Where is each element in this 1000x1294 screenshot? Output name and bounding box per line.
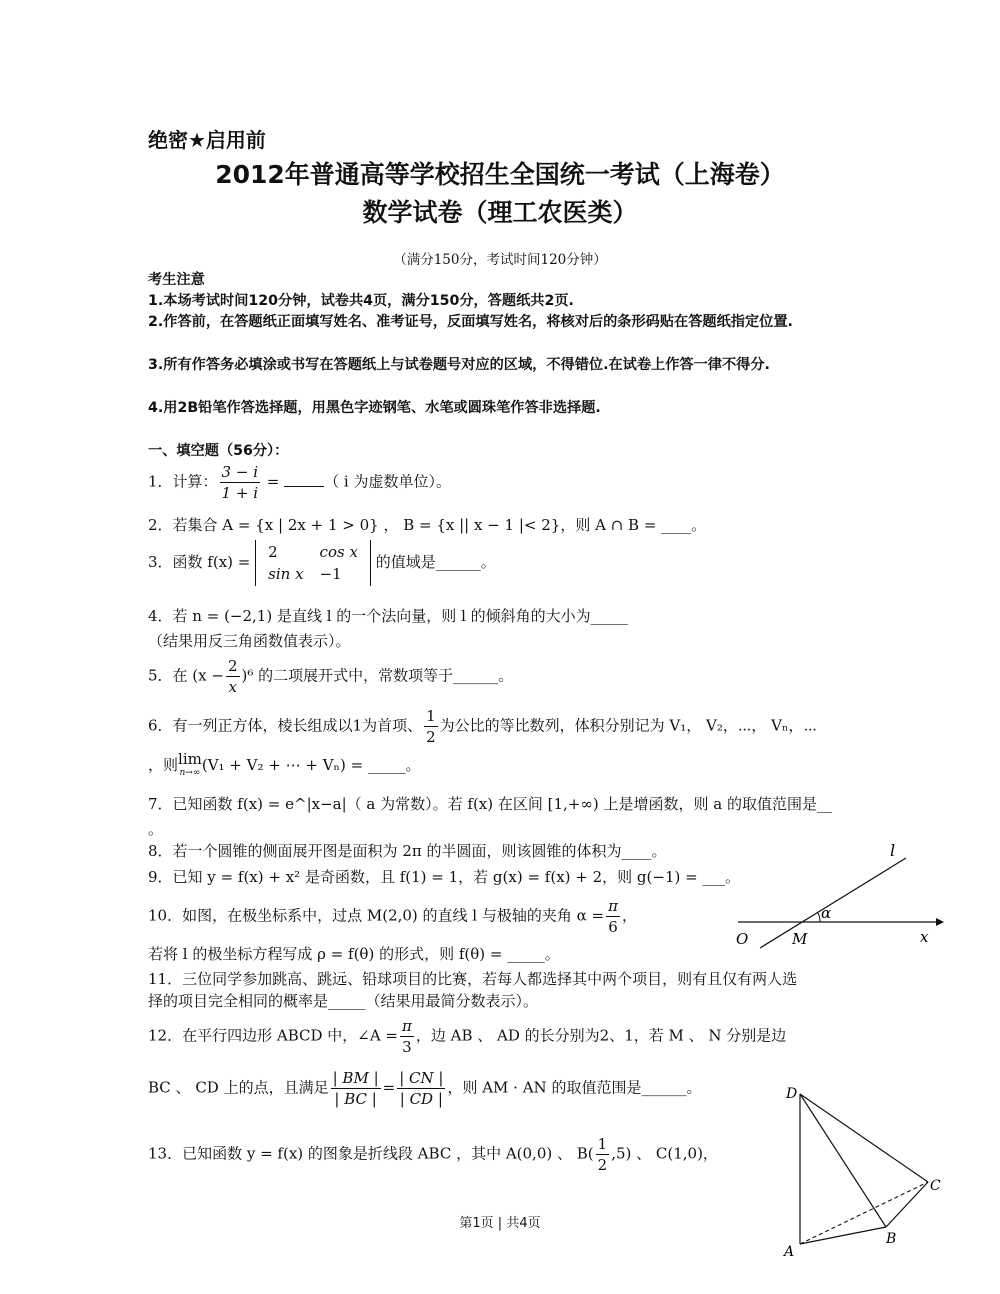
q13-prefix: 13．已知函数 y = f(x) 的图象是折线段 ABC ，其中 A(0,0) 、 B( — [148, 1144, 594, 1163]
q12-ratio-2-den: | CD | — [399, 1090, 443, 1108]
q12-denominator: 3 — [402, 1038, 412, 1056]
question-11-line-2: 择的项目完全相同的概率是_____（结果用最简分数表示）。 — [148, 992, 539, 1010]
q5-prefix: 5．在 (x − — [148, 666, 224, 685]
q6-fraction — [424, 706, 438, 747]
label-x: x — [920, 928, 929, 946]
notice-item-3: 3.所有作答务必填涂或书写在答题纸上与试卷题号对应的区域，不得错位.在试卷上作答一律不得分. — [148, 357, 770, 373]
label-B: B — [886, 1231, 897, 1247]
q6-text-b: 为公比的等比数列，体积分别记为 V₁， V₂，⋯， Vₙ，⋯ — [439, 716, 817, 735]
question-6-line-1 — [148, 706, 817, 747]
q6-denominator: 2 — [426, 728, 436, 746]
q13-fraction — [596, 1134, 610, 1175]
q12-ratio-1-num: | BM | — [332, 1069, 379, 1087]
label-C: C — [930, 1178, 941, 1194]
q6-limit — [178, 752, 202, 780]
q3-det-a22: −1 — [319, 565, 342, 583]
question-13 — [148, 1134, 718, 1175]
q10-text-a: 10．如图，在极坐标系中，过点 M(2,0) 的直线 l 与极轴的夹角 α = — [148, 906, 605, 925]
label-A: A — [784, 1244, 795, 1260]
q5-denominator: x — [228, 678, 237, 696]
label-alpha: α — [821, 904, 832, 922]
q5-fraction — [226, 656, 240, 697]
q6-text-d: (V₁ + V₂ + ⋯ + Vₙ) = _____。 — [201, 756, 421, 774]
angle-arc — [818, 913, 820, 922]
q13-suffix: ,5) 、 C(1,0)， — [611, 1144, 718, 1163]
question-12-line-1 — [148, 1016, 786, 1057]
q12-ratio-1 — [331, 1068, 381, 1109]
q3-det-a11: 2 — [268, 543, 278, 561]
q1-fraction — [220, 462, 260, 503]
notice-item-1: 1.本场考试时间120分钟，试卷共4页，满分150分，答题纸共2页. — [148, 293, 574, 309]
question-11-line-1: 11．三位同学参加跳高、跳远、铅球项目的比赛，若每人都选择其中两个项目，则有且仅有两人选 — [148, 970, 798, 988]
q3-suffix: 的值域是______。 — [375, 553, 496, 571]
notice-heading: 考生注意 — [148, 272, 205, 288]
question-4-line-1: 4．若 n = (−2,1) 是直线 l 的一个法向量，则 l 的倾斜角的大小为_____ — [148, 607, 629, 625]
q13-numerator: 1 — [597, 1135, 608, 1153]
edge-DB — [800, 1094, 886, 1227]
q10-numerator: π — [608, 897, 618, 915]
edge-DC — [800, 1094, 928, 1182]
page-footer: 第1页 | 共4页 — [459, 1216, 541, 1231]
q12-text-b: ，边 AB 、 AD 的长分别为2、1，若 M 、 N 分别是边 — [415, 1026, 787, 1045]
question-8: 8．若一个圆锥的侧面展开图是面积为 2π 的半圆面，则该圆锥的体积为____。 — [148, 842, 667, 860]
q10-denominator: 6 — [608, 918, 618, 936]
question-5 — [148, 656, 513, 697]
question-12-line-2 — [148, 1068, 701, 1109]
label-O: O — [736, 930, 749, 948]
question-9: 9．已知 y = f(x) + x² 是奇函数，且 f(1) = 1，若 g(x) = f(x) + 2，则 g(−1) = ___。 — [148, 868, 740, 886]
q12-numerator: π — [402, 1017, 412, 1035]
q6-lim-subscript: n→∞ — [179, 768, 201, 778]
question-10-line-2: 若将 l 的极坐标方程写成 ρ = f(θ) 的形式，则 f(θ) = _____。 — [148, 945, 560, 963]
label-D: D — [786, 1086, 798, 1102]
question-6-line-2 — [148, 752, 420, 780]
q12-text-a: 12．在平行四边形 ABCD 中，∠A = — [148, 1026, 398, 1045]
exam-subtitle: 数学试卷（理工农医类） — [362, 198, 638, 227]
question-1: 1．计算： $\frac{3 - i}{1 + i}$ = （ i 为虚数单位）。 — [148, 463, 451, 502]
question-3 — [148, 540, 496, 586]
q12-text-c: BC 、 CD 上的点，且满足 — [148, 1078, 329, 1097]
q13-denominator: 2 — [597, 1156, 608, 1174]
q6-text-a: 6．有一列正方体，棱长组成以1为首项、 — [148, 716, 423, 735]
notice-item-2: 2.作答前，在答题纸正面填写姓名、准考证号，反面填写姓名，将核对后的条形码贴在答题纸指定位置. — [148, 314, 793, 330]
exam-title: 2012年普通高等学校招生全国统一考试（上海卷） — [215, 160, 785, 189]
q1-numerator: 3 − i — [221, 463, 258, 481]
q5-suffix: )⁶ 的二项展开式中，常数项等于______。 — [241, 666, 514, 685]
section-fill-in-title: 一、填空题（56分）： — [148, 443, 289, 459]
q1-prefix: 1．计算： — [148, 472, 218, 491]
question-2: 2．若集合 A = {x | 2x + 1 > 0} ， B = {x || x − 1 |< 2}，则 A ∩ B = ____。 — [148, 516, 707, 534]
q6-numerator: 1 — [426, 707, 436, 725]
q6-lim-label: lim — [178, 750, 202, 768]
tetrahedron-figure — [778, 1082, 950, 1264]
q10-fraction — [606, 896, 620, 937]
q6-text-c: ，则 — [148, 756, 179, 774]
score-time-note: （满分150分，考试时间120分钟） — [393, 252, 607, 268]
label-M: M — [792, 930, 808, 948]
confidential-label: 绝密★启用前 — [148, 128, 266, 152]
label-l: l — [890, 841, 896, 860]
q12-ratio-2 — [397, 1068, 445, 1109]
q1-denominator: 1 + i — [221, 484, 258, 502]
q12-angle-fraction — [400, 1016, 414, 1057]
polar-coordinate-figure — [728, 838, 950, 950]
question-7-line-1: 7．已知函数 f(x) = e^|x−a|（ a 为常数）。若 f(x) 在区间 [1,+∞) 上是增函数，则 a 的取值范围是__ — [148, 795, 832, 813]
q12-equals: = — [382, 1078, 396, 1097]
polar-axis-arrow — [936, 918, 944, 926]
q1-suffix: （ i 为虚数单位）。 — [324, 472, 451, 491]
question-10-line-1 — [148, 896, 637, 937]
question-4-line-2: （结果用反三角函数值表示）。 — [148, 632, 351, 650]
notice-item-4: 4.用2B铅笔作答选择题，用黑色字迹钢笔、水笔或圆珠笔作答非选择题. — [148, 400, 601, 416]
line-l — [760, 858, 906, 948]
q10-text-b: ， — [621, 906, 637, 925]
q3-det-a12: cos x — [319, 543, 358, 561]
q3-det-a21: sin x — [268, 565, 304, 583]
q12-ratio-2-num: | CN | — [399, 1069, 444, 1087]
q12-text-d: ，则 AM · AN 的取值范围是______。 — [447, 1078, 702, 1097]
q3-determinant — [255, 540, 371, 586]
q5-numerator: 2 — [227, 657, 238, 675]
q12-ratio-1-den: | BC | — [334, 1090, 377, 1108]
question-7-line-2: 。 — [148, 820, 164, 838]
q3-prefix: 3．函数 f(x) = — [148, 553, 251, 571]
